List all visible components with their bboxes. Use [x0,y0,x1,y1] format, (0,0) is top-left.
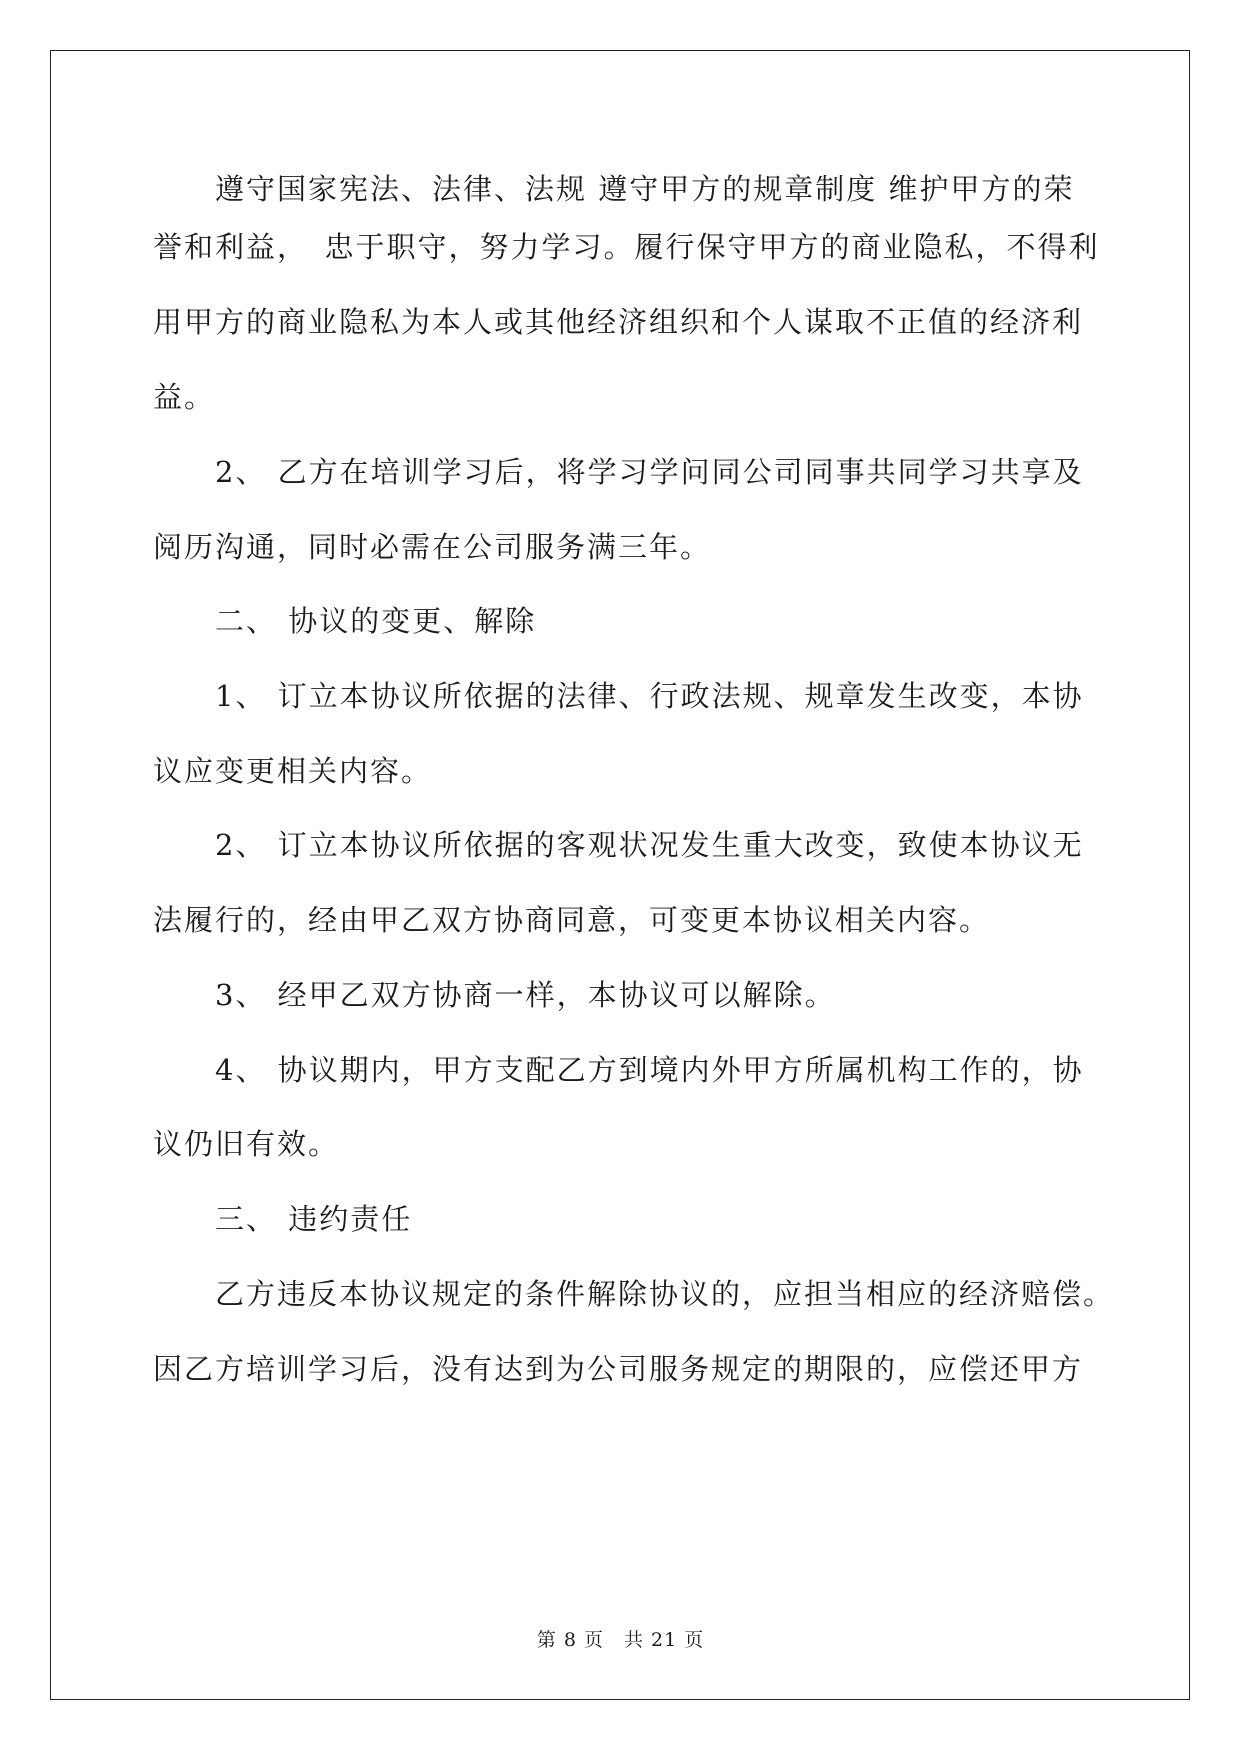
text-line: 1、 订立本协议所依据的法律、行政法规、规章发生改变，本协 [153,679,1084,713]
text-line: 2、 乙方在培训学习后，将学习学问同公司同事共同学习共享及 [153,455,1084,489]
page-border [50,50,1190,1700]
text-line: 因乙方培训学习后，没有达到为公司服务规定的期限的，应偿还甲方 [153,1352,1084,1386]
text-line: 3、 经甲乙双方协商一样，本协议可以解除。 [153,978,836,1012]
text-line: 乙方违反本协议规定的条件解除协议的，应担当相应的经济赔偿。 [153,1277,1115,1311]
text-line: 用甲方的商业隐私为本人或其他经济组织和个人谋取不正值的经济利 [153,305,1084,339]
section-heading: 二、 协议的变更、解除 [153,604,537,638]
text-line: 誉和利益， 忠于职守，努力学习。履行保守甲方的商业隐私，不得利 [153,230,1100,264]
text-line: 遵守国家宪法、法律、法规 遵守甲方的规章制度 维护甲方的荣 [153,172,1075,206]
text-line: 议仍旧有效。 [153,1127,340,1161]
text-line: 议应变更相关内容。 [153,754,433,788]
text-line: 2、 订立本协议所依据的客观状况发生重大改变，致使本协议无 [153,828,1084,862]
current-page-number: 第 8 页 [536,1629,604,1651]
text-line: 法履行的，经由甲乙双方协商同意，可变更本协议相关内容。 [153,903,991,937]
section-heading: 三、 违约责任 [153,1202,413,1236]
page-footer [0,1625,1241,1652]
text-line: 阅历沟通，同时必需在公司服务满三年。 [153,530,712,564]
total-page-count: 共 21 页 [623,1629,705,1651]
text-line: 益。 [153,380,216,414]
text-line: 4、 协议期内，甲方支配乙方到境内外甲方所属机构工作的，协 [153,1053,1084,1087]
